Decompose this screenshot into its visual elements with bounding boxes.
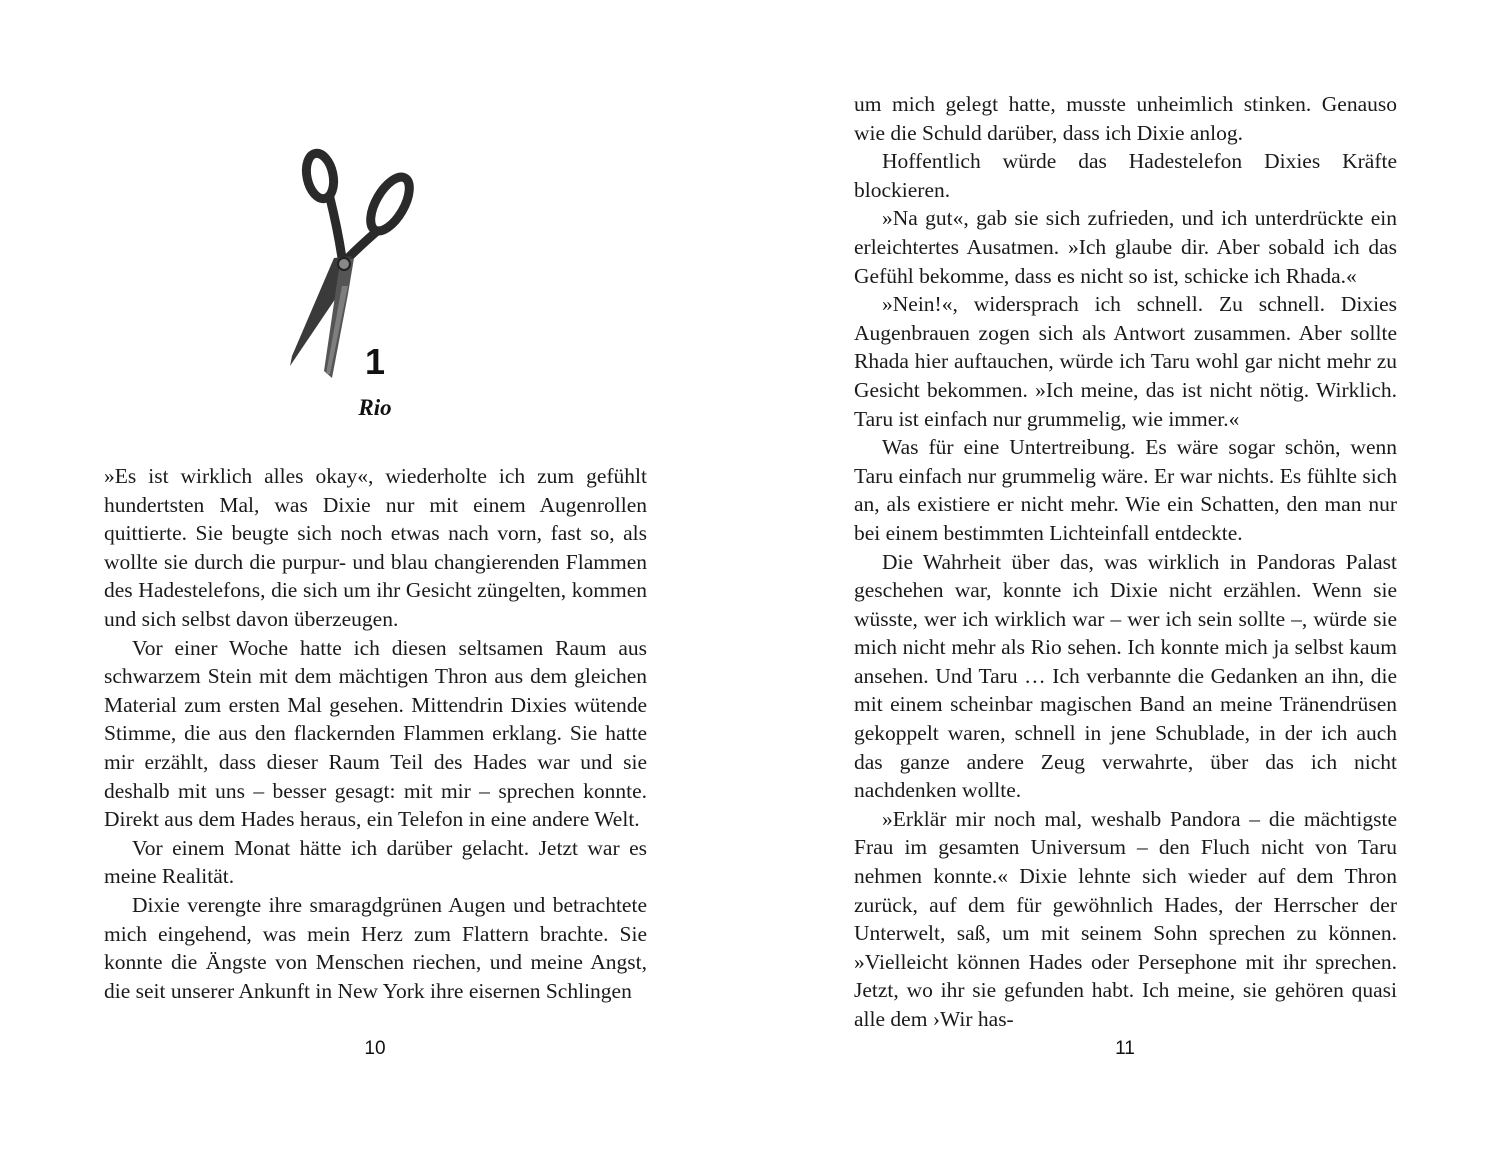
page-number-left: 10 (364, 1038, 386, 1059)
paragraph: »Es ist wirklich alles okay«, wiederholte ich zum gefühlt hundertsten Mal, was Dixie nur mit einem Augenrollen quittierte. Sie beugte sich noch etwas nach vorn, fast so, als wollte sie durch die purpur- und blau changierenden Flammen des Hadestelefons, die sich um ihr Gesicht züngelten, kommen und sich selbst davon überzeugen. (104, 464, 647, 631)
left-body-text (104, 462, 647, 1005)
chapter-title: Rio (358, 395, 392, 420)
paragraph: »Nein!«, widersprach ich schnell. Zu schnell. Dixies Augenbrauen zogen sich als Antwort zusammen. Aber sollte Rhada hier auftauchen, würde ich Taru wohl gar nicht mehr zu Gesicht bekommen. »Ich meine, das ist nicht nötig. Wirklich. Taru ist einfach nur grummelig, wie immer.« (854, 292, 1397, 431)
paragraph: Vor einer Woche hatte ich diesen seltsamen Raum aus schwarzem Stein mit dem mächtigen Thron aus dem gleichen Material zum ersten Mal gesehen. Mittendrin Dixies wütende Stimme, die aus den flackernden Flammen erklang. Sie hatte mir erzählt, dass dieser Raum Teil des Hades war und sie deshalb mit uns – besser gesagt: mit mir – sprechen konnte. Direkt aus dem Hades heraus, ein Telefon in eine andere Welt. (104, 635, 647, 832)
paragraph: Die Wahrheit über das, was wirklich in Pandoras Palast geschehen war, konnte ich Dixie nicht erzählen. Wenn sie wüsste, wer ich wirklich war – wer ich sein sollte –, würde sie mich nicht mehr als Rio sehen. Ich konnte mich ja selbst kaum ansehen. Und Taru … Ich verbannte die Gedanken an ihn, die mit einem scheinbar magischen Band an meine Tränendrüsen gekoppelt waren, schnell in jene Schublade, in der ich auch das ganze andere Zeug verwahrte, über das ich nicht nachdenken wollte. (854, 549, 1397, 803)
paragraph: »Na gut«, gab sie sich zufrieden, und ich unterdrückte ein erleichtertes Ausatmen. »Ich glaube dir. Aber sobald ich das Gefühl bekomme, dass es nicht so ist, schicke ich Rhada.« (854, 206, 1397, 288)
page-number-right: 11 (1115, 1038, 1135, 1059)
paragraph: »Erklär mir noch mal, weshalb Pandora – die mächtigste Frau im gesamten Universum – den Fluch nicht von Taru nehmen konnte.« Dixie lehnte sich wieder auf dem Thron zurück, auf dem für gewöhnlich Hades, der Herrscher der Unterwelt, saß, um mit seinem Sohn sprechen zu können. »Vielleicht können Hades oder Persephone mit ihr sprechen. Jetzt, wo ihr sie gefunden habt. Ich meine, sie gehören quasi alle dem ›Wir has- (854, 806, 1397, 1031)
paragraph: Dixie verengte ihre smaragdgrünen Augen und betrachtete mich eingehend, was mein Herz zum Flattern brachte. Sie konnte die Ängste von Menschen riechen, und meine Angst, die seit unserer Ankunft in New York ihre eisernen Schlingen (104, 892, 647, 1003)
right-body-text (854, 90, 1397, 1034)
chapter-number: 1 (364, 341, 386, 382)
paragraph: Hoffentlich würde das Hadestelefon Dixies Kräfte blockieren. (854, 149, 1397, 202)
right-page (750, 0, 1500, 1153)
paragraph: um mich gelegt hatte, musste unheimlich stinken. Genauso wie die Schuld darüber, dass ich Dixie anlog. (854, 92, 1397, 145)
paragraph: Was für eine Untertreibung. Es wäre sogar schön, wenn Taru einfach nur grummelig wäre. Er war nichts. Es fühlte sich an, als existiere er nicht mehr. Wie ein Schatten, den man nur bei einem bestimmten Lichteinfall entdeckte. (854, 435, 1397, 545)
paragraph: Vor einem Monat hätte ich darüber gelacht. Jetzt war es meine Realität. (104, 835, 647, 889)
